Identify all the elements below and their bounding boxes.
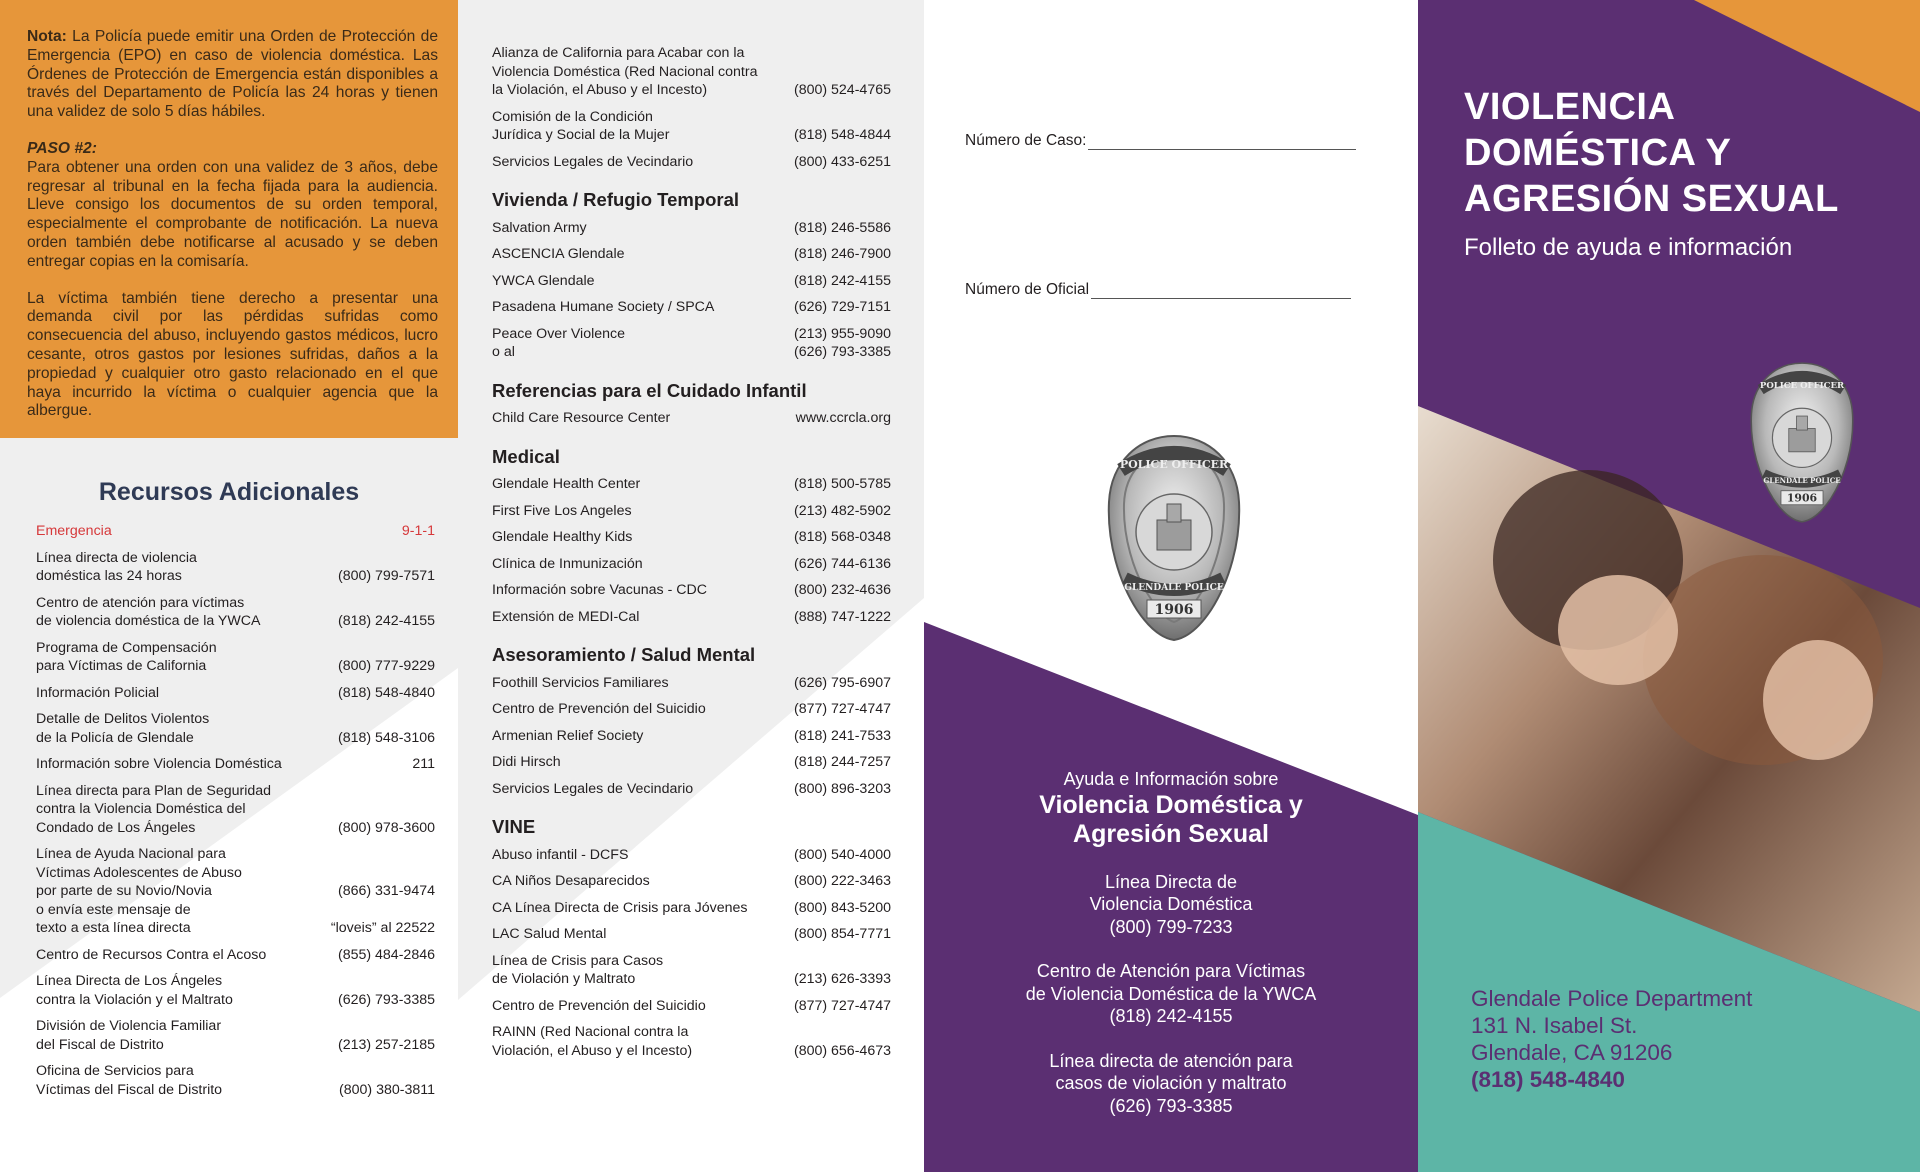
resource-name: Centro de atención para víctimas de violencia doméstica de la YWCA	[36, 594, 261, 629]
resource-row	[492, 1023, 891, 1060]
section-heading: Asesoramiento / Salud Mental	[492, 644, 756, 665]
resource-phone: (213) 955-9090 (626) 793-3385	[793, 325, 891, 360]
resource-phone: (800) 232-4636	[793, 582, 891, 598]
resource-phone: (800) 540-4000	[793, 846, 891, 863]
officer-number-line	[1091, 297, 1351, 299]
section-heading: Medical	[492, 445, 560, 467]
resource-row	[492, 409, 891, 428]
cover-badge-top-text: POLICE OFFICER	[1759, 381, 1845, 392]
panel-back-left	[0, 0, 458, 1172]
cover-title: VIOLENCIA DOMÉSTICA Y AGRESIÓN SEXUAL	[1464, 86, 1839, 220]
hotline-3-phone: (626) 793-3385	[1109, 1095, 1233, 1116]
resource-phone: (818) 246-5586	[793, 219, 891, 236]
resource-phone: (818) 244-7257	[793, 754, 891, 770]
cover-badge-year-text: 1906	[1786, 491, 1818, 505]
resource-phone: (818) 246-7900	[793, 246, 891, 262]
note-text: La Policía puede emitir una Orden de Protección de Emergencia (EPO) en caso de violencia doméstica. Las Órdenes de Protección de Emergencia están disponibles a través del Departamento de Policía las 24 horas y tienen una validez de solo 5 días hábiles.	[27, 28, 438, 121]
resource-row	[492, 555, 891, 574]
resource-name: Child Care Resource Center	[492, 410, 671, 426]
cover-badge-bottom-text: GLENDALE POLICE	[1763, 475, 1841, 485]
resource-row	[492, 528, 891, 547]
police-badge-icon	[1099, 432, 1249, 644]
resource-phone: (626) 744-6136	[793, 555, 891, 572]
department-address-1: 131 N. Isabel St.	[1471, 1013, 1638, 1038]
resource-phone: 211	[412, 756, 435, 772]
resource-phone: (818) 241-7533	[793, 727, 891, 744]
hotline-1-phone: (800) 799-7233	[1109, 916, 1233, 937]
resource-row	[492, 581, 891, 600]
resource-row	[492, 674, 891, 693]
department-address-2: Glendale, CA 91206	[1471, 1040, 1673, 1065]
hotline-1-line-b: Violencia Doméstica	[1089, 894, 1253, 914]
resource-phone: (818) 242-4155	[793, 272, 891, 289]
badge-top-text: POLICE OFFICER	[1119, 458, 1229, 471]
badge-year-text: 1906	[1154, 602, 1194, 618]
resource-row	[36, 639, 435, 676]
resource-name: Extensión de MEDI-Cal	[492, 608, 640, 625]
resource-name: Línea directa de violencia doméstica las 24 horas	[36, 549, 197, 584]
resource-name: Oficina de Servicios para Víctimas del Fiscal de Distrito	[36, 1063, 223, 1098]
resource-phone: (800) 896-3203	[793, 780, 891, 797]
resource-name: División de Violencia Familiar del Fiscal de Distrito	[36, 1018, 222, 1053]
resource-name: Programa de Compensación para Víctimas de California	[36, 639, 217, 674]
section-heading: Referencias para el Cuidado Infantil	[492, 379, 807, 401]
resource-phone: (213) 482-5902	[793, 502, 891, 519]
resource-phone: (213) 257-2185	[337, 1036, 435, 1053]
panel-back-middle	[458, 0, 924, 1172]
resource-row	[492, 872, 891, 891]
officer-number-label: Número de Oficial	[965, 281, 1090, 298]
panel-front-cover	[1418, 0, 1920, 1172]
resource-phone: (818) 242-4155	[337, 613, 435, 629]
paso-text: Para obtener una orden con una validez de 3 años, debe regresar al tribunal en la fecha fijada para la audiencia. Lleve consigo los documentos de su orden temporal, especialmente el comprobante de notificación. La nueva orden también debe notificarse al acusado y se deben entregar copias en la comisaría.	[27, 158, 438, 270]
resource-name: Emergencia	[36, 523, 112, 539]
resource-name: Comisión de la Condición Jurídica y Social de la Mujer	[492, 108, 670, 143]
resource-row	[36, 755, 435, 774]
resource-row	[36, 972, 435, 1009]
resource-row	[36, 684, 435, 703]
resource-phone: www.ccrcla.org	[795, 410, 891, 426]
resource-name: Didi Hirsch	[492, 754, 561, 770]
paso-label: PASO #2:	[27, 139, 97, 157]
case-number-label: Número de Caso:	[965, 132, 1087, 149]
case-number-line	[1088, 148, 1356, 150]
resources-column-2	[492, 44, 891, 1068]
resource-row	[492, 272, 891, 291]
resource-row	[492, 608, 891, 627]
hotline-2-line-a: Centro de Atención para Víctimas	[1036, 961, 1306, 981]
resource-phone: (818) 548-4840	[337, 684, 435, 701]
resource-row	[36, 549, 435, 586]
resource-name: Servicios Legales de Vecindario	[492, 780, 694, 797]
resource-phone: (800) 433-6251	[793, 153, 891, 170]
resource-row	[36, 1017, 435, 1054]
resource-phone: (818) 500-5785	[793, 476, 891, 492]
help-info-title-2: Agresión Sexual	[1073, 819, 1269, 848]
victim-text: La víctima también tiene derecho a presentar una demanda civil por las pérdidas sufridas como consecuencia del abuso, incluyendo gastos médicos, lucro cesante, otros gastos por lesiones sufridas, daños a la propiedad y cualquier otro gasto relacionado en el que haya incurrido la víctima o cualquier agencia que la albergue.	[27, 289, 438, 420]
cover-subtitle: Folleto de ayuda e información	[1464, 234, 1793, 261]
resource-name: Línea directa para Plan de Seguridad contra la Violencia Doméstica del Condado de Los Ángeles	[36, 782, 272, 836]
resource-row	[492, 475, 891, 494]
resource-phone: (877) 727-4747	[793, 701, 891, 717]
resource-row	[492, 108, 891, 145]
resource-name: Glendale Healthy Kids	[492, 529, 633, 545]
resource-phone: 9-1-1	[401, 523, 435, 539]
resource-name: LAC Salud Mental	[492, 926, 607, 942]
resource-row	[492, 846, 891, 865]
resource-name: Información Policial	[36, 684, 160, 701]
resource-name: Salvation Army	[492, 219, 587, 236]
hotline-1-line-a: Línea Directa de	[1104, 871, 1238, 892]
resource-phone: (888) 747-1222	[793, 608, 891, 625]
resource-name: Servicios Legales de Vecindario	[492, 153, 694, 170]
resource-phone: (800) 656-4673	[793, 1042, 891, 1059]
resource-row	[492, 997, 891, 1016]
panel-back-right	[924, 0, 1418, 1172]
resource-name: ASCENCIA Glendale	[492, 246, 625, 262]
resources-title: Recursos Adicionales	[98, 478, 360, 506]
resource-phone: (855) 484-2846	[337, 946, 435, 963]
resource-row	[492, 44, 891, 100]
resource-name: Centro de Recursos Contra el Acoso	[36, 946, 267, 963]
hotline-3-line-a: Línea directa de atención para	[1049, 1050, 1293, 1071]
resource-name: Foothill Servicios Familiares	[492, 674, 669, 691]
resource-name: Glendale Health Center	[492, 476, 641, 492]
resource-name: YWCA Glendale	[492, 272, 595, 289]
resource-name: Línea de Ayuda Nacional para Víctimas Adolescentes de Abuso por parte de su Novio/Novia o envía este mensaje de texto a esta línea directa	[36, 846, 242, 936]
resource-phone: (213) 626-3393	[793, 971, 891, 987]
resource-row	[36, 522, 435, 541]
resource-row	[492, 780, 891, 799]
resource-row	[492, 219, 891, 238]
resource-row	[492, 325, 891, 362]
orange-info-text	[27, 28, 438, 439]
resource-phone: (800) 380-3811	[339, 1081, 435, 1098]
case-number-field[interactable]	[965, 132, 1356, 150]
resource-row	[36, 946, 435, 965]
resource-name: Clínica de Inmunización	[492, 555, 643, 572]
badge-bottom-text: GLENDALE POLICE	[1124, 583, 1224, 593]
resource-name: Abuso infantil - DCFS	[492, 846, 629, 863]
resource-phone: (877) 727-4747	[793, 997, 891, 1014]
help-info-block	[924, 768, 1418, 1117]
resources-list	[36, 522, 435, 1107]
department-name: Glendale Police Department	[1471, 986, 1753, 1011]
resource-row	[492, 298, 891, 317]
resource-name: CA Línea Directa de Crisis para Jóvenes	[492, 899, 748, 916]
department-contact	[1471, 985, 1752, 1093]
resource-phone: (818) 568-0348	[793, 529, 891, 545]
resource-row	[492, 502, 891, 521]
resource-row	[492, 700, 891, 719]
hotline-2-line-b: de Violencia Doméstica de la YWCA	[1025, 983, 1317, 1004]
note-label: Nota:	[27, 28, 67, 45]
resource-name: Línea Directa de Los Ángeles contra la Violación y el Maltrato	[36, 973, 233, 1008]
hotline-3-line-b: casos de violación y maltrato	[1055, 1073, 1287, 1093]
help-info-title-1: Violencia Doméstica y	[1039, 790, 1303, 819]
resource-name: Centro de Prevención del Suicidio	[492, 701, 706, 717]
resource-name: Línea de Crisis para Casos de Violación y Maltrato	[492, 952, 664, 987]
resource-phone: (800) 854-7771	[793, 926, 891, 942]
resource-name: RAINN (Red Nacional contra la Violación, el Abuso y el Incesto)	[492, 1024, 693, 1059]
resource-phone: (626) 795-6907	[793, 674, 891, 691]
resource-row	[492, 245, 891, 264]
resource-phone: (800) 978-3600	[337, 819, 435, 836]
section-heading: Vivienda / Refugio Temporal	[492, 189, 740, 210]
resource-name: Detalle de Delitos Violentos de la Policía de Glendale	[36, 711, 210, 746]
resource-row	[36, 710, 435, 747]
resource-phone: (800) 524-4765	[793, 82, 891, 98]
resource-name: Armenian Relief Society	[492, 727, 644, 744]
resource-row	[36, 1062, 435, 1099]
resource-phone: (800) 799-7571	[337, 568, 435, 584]
hotline-2-phone: (818) 242-4155	[1109, 1006, 1233, 1026]
resource-name: Peace Over Violence o al	[492, 325, 626, 360]
resource-name: Alianza de California para Acabar con la Violencia Doméstica (Red Nacional contra la Violación, el Abuso y el Incesto)	[492, 45, 758, 98]
section-heading: VINE	[492, 816, 536, 837]
resource-row	[492, 925, 891, 944]
department-phone: (818) 548-4840	[1471, 1067, 1625, 1092]
resource-name: First Five Los Angeles	[492, 502, 632, 519]
resource-row	[36, 594, 435, 631]
resource-phone: (800) 222-3463	[793, 873, 891, 889]
officer-number-field[interactable]	[965, 281, 1351, 299]
resource-name: Información sobre Violencia Doméstica	[36, 756, 282, 772]
resource-row	[492, 753, 891, 772]
resource-row	[492, 153, 891, 172]
resource-phone: (818) 548-3106	[337, 729, 435, 746]
resource-row	[492, 952, 891, 989]
resource-phone: (800) 843-5200	[793, 899, 891, 916]
resource-phone: (626) 729-7151	[793, 299, 891, 315]
resource-name: CA Niños Desaparecidos	[492, 873, 650, 889]
resource-row	[36, 782, 435, 838]
resource-name: Información sobre Vacunas - CDC	[492, 582, 708, 598]
resource-name: Centro de Prevención del Suicidio	[492, 997, 706, 1014]
resource-row	[492, 727, 891, 746]
resource-name: Pasadena Humane Society / SPCA	[492, 299, 715, 315]
cover-police-badge-icon	[1743, 360, 1861, 525]
help-info-intro: Ayuda e Información sobre	[1063, 769, 1279, 789]
resource-row	[36, 845, 435, 938]
resource-phone: (818) 548-4844	[793, 127, 891, 143]
resource-row	[492, 899, 891, 918]
resource-phone: (866) 331-9474 “loveis” al 22522	[330, 883, 435, 936]
resource-phone: (626) 793-3385	[337, 991, 435, 1008]
resource-phone: (800) 777-9229	[337, 658, 435, 674]
